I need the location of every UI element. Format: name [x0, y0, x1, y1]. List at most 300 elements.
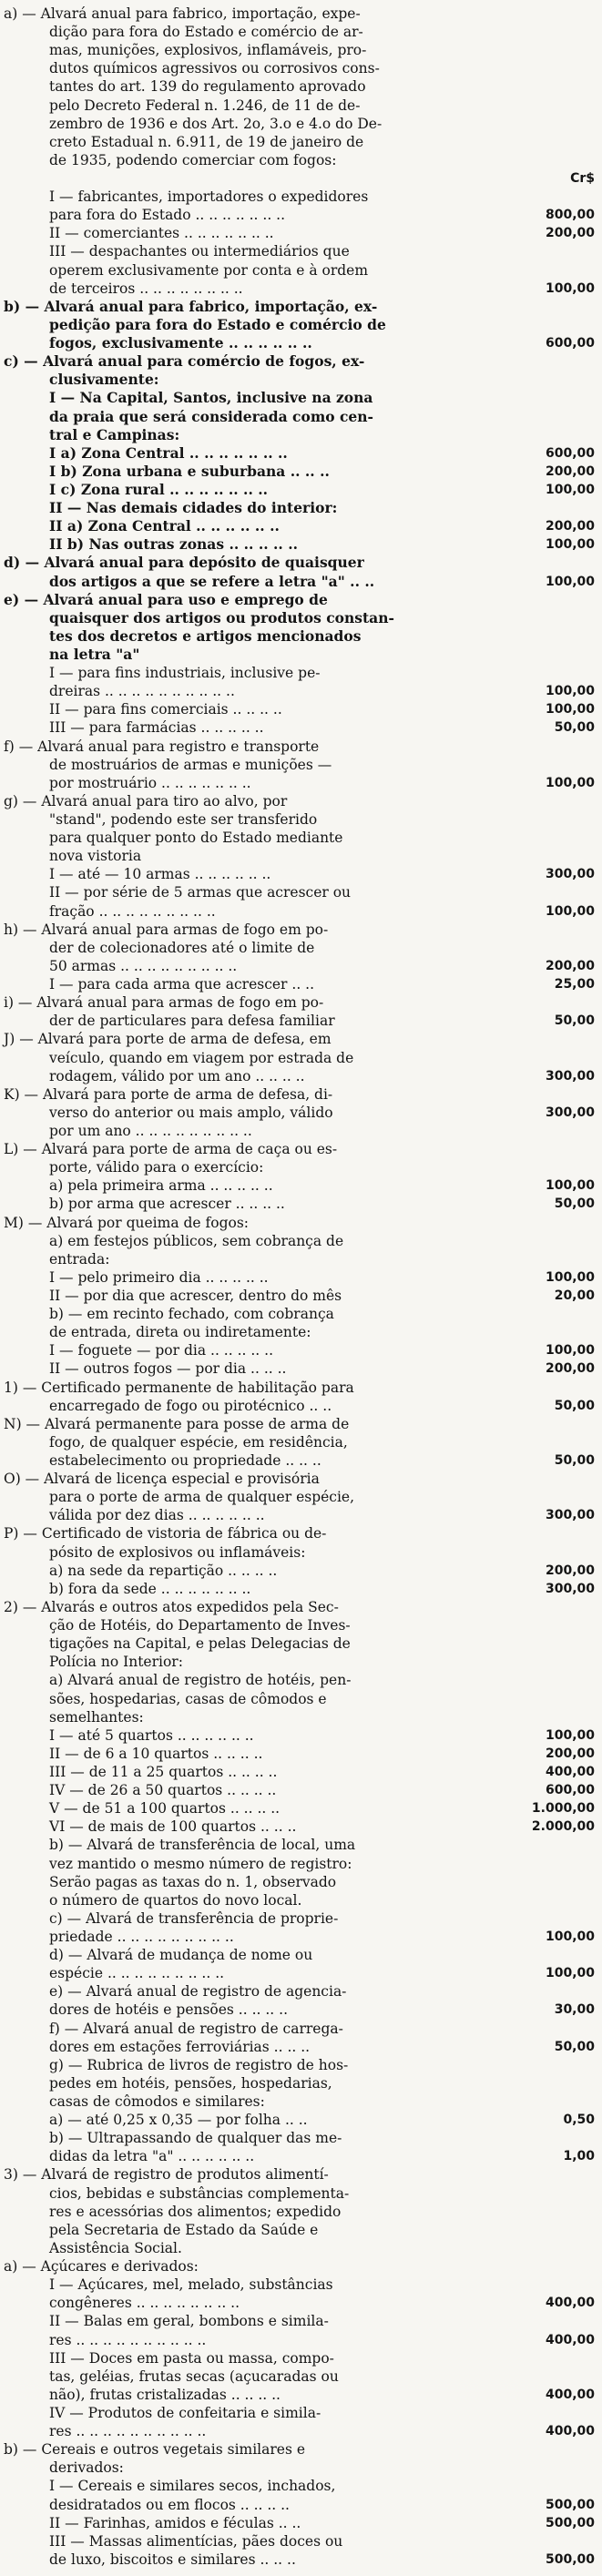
text-line [0, 775, 602, 791]
text-line [0, 2057, 602, 2073]
line-text: III — despachantes ou intermediários que [49, 243, 350, 260]
text-line [0, 335, 602, 351]
text-line [0, 1031, 602, 1047]
text-line [0, 1013, 602, 1029]
text-line [0, 317, 602, 333]
line-text: res e acessórias dos alimentos; expedido [49, 2203, 342, 2220]
line-text: I — Cereais e similares secos, inchados, [49, 2478, 336, 2495]
line-text: estabelecimento ou propriedade .. .. .. [49, 1452, 321, 1470]
text-line [0, 1599, 602, 1615]
line-text: dos artigos a que se refere a letra "a" .. .. [49, 572, 375, 590]
text-line [0, 2515, 602, 2531]
line-text: quaisquer dos artigos ou produtos constan- [49, 608, 394, 626]
line-text: sões, hospedarias, casas de cômodos e [49, 1690, 327, 1707]
text-line [0, 482, 602, 498]
line-text: derivados: [49, 2459, 124, 2477]
line-text: de luxo, biscoitos e similares .. .. .. [49, 2551, 296, 2568]
text-line [0, 1800, 602, 1817]
line-text: na letra "a" [49, 646, 140, 663]
text-line [0, 994, 602, 1011]
line-text: III — de 11 a 25 quartos .. .. .. .. [49, 1763, 278, 1780]
text-line [0, 2093, 602, 2110]
line-text: N) — Alvará permanente para posse de arma de [4, 1415, 350, 1432]
line-text: II — outros fogos — por dia .. .. .. [49, 1360, 287, 1378]
line-text: de 1935, podendo comerciar com fogos: [49, 151, 337, 168]
text-line [0, 1874, 602, 1890]
amount-value: 50,00 [554, 1453, 595, 1469]
line-text: g) — Alvará anual para tiro ao alvo, por [4, 792, 288, 809]
line-text: para qualquer ponto do Estado mediante [49, 830, 343, 847]
text-line [0, 1727, 602, 1744]
amount-value: 100,00 [545, 684, 595, 699]
text-line [0, 1342, 602, 1359]
line-text: II — por série de 5 armas que acrescer ou [49, 884, 352, 901]
line-text: I — para fins industriais, inclusive pe- [49, 665, 321, 682]
text-line [0, 592, 602, 608]
text-line [0, 830, 602, 846]
amount-value: 100,00 [545, 574, 595, 589]
line-text: I a) Zona Central .. .. .. .. .. .. .. [49, 443, 288, 462]
line-text: da praia que será considerada como cen- [49, 407, 373, 425]
text-line [0, 2441, 602, 2458]
amount-value: 200,00 [545, 1361, 595, 1377]
text-line [0, 2478, 602, 2494]
amount-value: 50,00 [554, 1398, 595, 1413]
text-line [0, 2021, 602, 2037]
text-line [0, 884, 602, 901]
line-text: P) — Certificado de vistoria de fábrica ou de- [4, 1525, 327, 1543]
amount-value: 100,00 [545, 1178, 595, 1194]
line-text: d) — Alvará anual para depósito de quaisquer [4, 554, 364, 572]
amount-value: 50,00 [554, 2039, 595, 2054]
line-text: ção de Hotéis, do Departamento de Inves- [49, 1617, 351, 1634]
amount-value: 100,00 [545, 1929, 595, 1944]
text-line [0, 2204, 602, 2220]
line-text: pedição para fora do Estado e comércio de [49, 315, 386, 333]
text-line [0, 427, 602, 443]
amount-value: 100,00 [545, 1966, 595, 1981]
amount-value: 2.000,00 [531, 1819, 595, 1835]
text-line [0, 848, 602, 864]
text-line [0, 1709, 602, 1726]
line-text: cios, bebidas e substâncias complementa- [49, 2184, 350, 2202]
text-line [0, 2387, 602, 2403]
line-text: tantes do art. 139 do regulamento aprovado [49, 78, 366, 96]
text-line [0, 1892, 602, 1909]
text-line [0, 280, 602, 297]
line-text: fração .. .. .. .. .. .. .. .. .. [49, 902, 216, 920]
text-line [0, 536, 602, 553]
text-line [0, 665, 602, 681]
text-line [0, 2222, 602, 2238]
amount-value: 200,00 [545, 1746, 595, 1761]
text-line [0, 409, 602, 425]
amount-value: 25,00 [554, 977, 595, 993]
text-line [0, 500, 602, 516]
text-line [0, 445, 602, 462]
text-line [0, 2459, 602, 2476]
line-text: dutos químicos agressivos ou corrosivos cons- [49, 60, 380, 77]
text-line [0, 793, 602, 809]
line-text: porte, válido para o exercício: [49, 1159, 264, 1176]
text-line [0, 1672, 602, 1688]
text-line [0, 1764, 602, 1780]
amount-value: 500,00 [545, 2497, 595, 2512]
line-text: I b) Zona urbana e suburbana .. .. .. [49, 462, 330, 480]
line-text: nova vistoria [49, 848, 142, 865]
amount-value: 300,00 [545, 1105, 595, 1120]
text-line [0, 1635, 602, 1652]
line-text: dores de hotéis e pensões .. .. .. .. [49, 2001, 289, 2019]
line-text: I — fabricantes, importadores o expedidores [49, 188, 369, 206]
line-text: h) — Alvará anual para armas de fogo em po- [4, 921, 329, 938]
text-line [0, 1837, 602, 1853]
line-text: tas, geléias, frutas secas (açucaradas ou [49, 2367, 339, 2385]
amount-value: 300,00 [545, 867, 595, 882]
line-text: I — Na Capital, Santos, inclusive na zona [49, 389, 373, 407]
line-text: III — Massas alimentícias, pães doces ou [49, 2532, 343, 2550]
text-line [0, 1782, 602, 1798]
text-line [0, 2075, 602, 2092]
text-line [0, 701, 602, 718]
line-text: Polícia no Interior: [49, 1654, 183, 1671]
line-text: der de particulares para defesa familiar [49, 1013, 335, 1030]
text-line [0, 2166, 602, 2183]
line-text: II — comerciantes .. .. .. .. .. .. .. [49, 225, 274, 242]
text-line [0, 2313, 602, 2329]
line-text: semelhantes: [49, 1708, 144, 1726]
line-text: I — para cada arma que acrescer .. .. [49, 976, 315, 993]
line-text: tigações na Capital, e pelas Delegacias de [49, 1635, 351, 1653]
line-text: e) — Alvará anual para uso e emprego de [4, 590, 328, 608]
text-line [0, 2001, 602, 2018]
text-line [0, 463, 602, 480]
text-line [0, 243, 602, 260]
text-line [0, 683, 602, 699]
text-line [0, 299, 602, 315]
line-text: b) por arma que acrescer .. .. .. .. [49, 1196, 285, 1213]
line-text: dição para fora do Estado e comércio de ar- [49, 24, 363, 41]
line-text: III — para farmácias .. .. .. .. .. [49, 719, 264, 737]
line-text: I c) Zona rural .. .. .. .. .. .. .. [49, 480, 269, 498]
text-line [0, 757, 602, 773]
line-text: creto Estadual n. 6.911, de 19 de janeiro de [49, 133, 364, 150]
amount-value: 100,00 [545, 1269, 595, 1285]
text-line [0, 1398, 602, 1414]
line-text: VI — de mais de 100 quartos .. .. .. [49, 1818, 297, 1836]
text-line [0, 1929, 602, 1945]
amount-value: 100,00 [545, 702, 595, 718]
line-text: rodagem, válido por um ano .. .. .. .. [49, 1067, 305, 1084]
amount-value: 800,00 [545, 208, 595, 223]
amount-value: 50,00 [554, 1196, 595, 1212]
text-line [0, 940, 602, 956]
amount-value: 500,00 [545, 2551, 595, 2567]
text-line [0, 719, 602, 736]
line-text: b) fora da sede .. .. .. .. .. .. .. [49, 1580, 251, 1597]
amount-value: 300,00 [545, 1581, 595, 1596]
text-line [0, 372, 602, 388]
text-line [0, 1471, 602, 1487]
amount-value: 1,00 [563, 2149, 595, 2164]
text-line [0, 1489, 602, 1505]
text-line [0, 2185, 602, 2202]
amount-value: 200,00 [545, 226, 595, 241]
line-text: I — até — 10 armas .. .. .. .. .. .. [49, 866, 271, 883]
line-text: espécie .. .. .. .. .. .. .. .. .. [49, 1965, 225, 1982]
line-text: der de colecionadores até o limite de [49, 939, 315, 956]
amount-value: 20,00 [554, 1288, 595, 1303]
line-text: encarregado de fogo ou pirotécnico .. .. [49, 1397, 332, 1414]
text-line [0, 1050, 602, 1066]
line-text: a) — Alvará anual para fabrico, importação, expe- [4, 5, 361, 22]
text-line [0, 610, 602, 626]
line-text: I — foguete — por dia .. .. .. .. .. [49, 1342, 273, 1359]
amount-value: 30,00 [554, 2002, 595, 2018]
text-line [0, 1617, 602, 1634]
line-text: a) — Açúcares e derivados: [4, 2258, 199, 2276]
line-text: res .. .. .. .. .. .. .. .. .. .. [49, 2331, 207, 2348]
amount-value: 600,00 [545, 1783, 595, 1798]
amount-value: 600,00 [545, 336, 595, 351]
text-line [0, 976, 602, 993]
line-text: de mostruários de armas e munições — [49, 756, 332, 773]
text-line [0, 1818, 602, 1835]
text-line [0, 2423, 602, 2439]
line-text: operem exclusivamente por conta e à ordem [49, 261, 369, 279]
line-text: II — de 6 a 10 quartos .. .. .. .. [49, 1745, 263, 1762]
amount-value: 400,00 [545, 1764, 595, 1779]
amount-value: Cr$ [570, 171, 595, 187]
line-text: clusivamente: [49, 371, 159, 389]
line-text: Serão pagas as taxas do n. 1, observado [49, 1873, 337, 1890]
text-line [0, 1380, 602, 1396]
line-text: L) — Alvará para porte de arma de caça ou es- [4, 1141, 338, 1158]
amount-value: 200,00 [545, 519, 595, 535]
text-line [0, 1068, 602, 1084]
line-text: II — para fins comerciais .. .. .. .. [49, 701, 282, 718]
amount-value: 0,50 [563, 2113, 595, 2128]
text-line [0, 2240, 602, 2256]
line-text: V — de 51 a 100 quartos .. .. .. .. [49, 1800, 281, 1817]
text-line [0, 116, 602, 132]
line-text: 2) — Alvarás e outros atos expedidos pela Sec- [4, 1598, 339, 1615]
amount-value: 600,00 [545, 445, 595, 461]
line-text: f) — Alvará anual de registro de carrega- [49, 2020, 343, 2037]
text-line [0, 2295, 602, 2311]
text-line [0, 134, 602, 150]
amount-value: 1.000,00 [531, 1801, 595, 1817]
line-text: M) — Alvará por queima de fogos: [4, 1214, 250, 1231]
text-line [0, 647, 602, 663]
line-text: vez mantido o mesmo número de registro: [49, 1855, 352, 1872]
amount-value: 100,00 [545, 280, 595, 296]
text-line [0, 152, 602, 168]
text-line [0, 866, 602, 882]
line-text: pelo Decreto Federal n. 1.246, de 11 de de- [49, 97, 361, 114]
text-line [0, 1233, 602, 1249]
line-text: IV — de 26 a 50 quartos .. .. .. .. [49, 1782, 277, 1799]
text-line [0, 2350, 602, 2367]
text-line [0, 97, 602, 114]
line-text: mas, munições, explosivos, inflamáveis, pro- [49, 42, 367, 59]
line-text: III — Doces em pasta ou massa, compo- [49, 2349, 334, 2367]
text-line [0, 207, 602, 223]
amount-value: 100,00 [545, 903, 595, 919]
line-text: entrada: [49, 1250, 110, 1268]
line-text: desidratados ou em flocos .. .. .. .. [49, 2496, 290, 2513]
text-line [0, 518, 602, 535]
line-text: priedade .. .. .. .. .. .. .. .. .. [49, 1929, 234, 1945]
line-text: c) — Alvará anual para comércio de fogos, ex- [4, 352, 365, 371]
amount-value: 200,00 [545, 1563, 595, 1578]
line-text: g) — Rubrica de livros de registro de hos- [49, 2056, 349, 2073]
text-line [0, 1965, 602, 1981]
line-text: casas de cômodos e similares: [49, 2093, 265, 2111]
line-text: dreiras .. .. .. .. .. .. .. .. .. .. [49, 683, 235, 700]
line-text: b) — Alvará anual para fabrico, importação, ex- [4, 297, 378, 315]
text-line [0, 1141, 602, 1157]
text-line [0, 1269, 602, 1286]
line-text: I — pelo primeiro dia .. .. .. .. .. [49, 1268, 269, 1286]
line-text: I — Açúcares, mel, melado, substâncias [49, 2276, 333, 2294]
line-text: o número de quartos do novo local. [49, 1891, 302, 1909]
line-text: pela Secretaria de Estado da Saúde e [49, 2221, 319, 2238]
text-line [0, 2497, 602, 2513]
line-text: b) — Ultrapassando de qualquer das me- [49, 2130, 342, 2147]
line-text: "stand", podendo este ser transferido [49, 811, 318, 829]
amount-value: 200,00 [545, 463, 595, 479]
text-line [0, 1215, 602, 1231]
amount-value: 50,00 [554, 1013, 595, 1029]
text-line [0, 1196, 602, 1212]
text-line [0, 1856, 602, 1872]
line-text: fogo, de qualquer espécie, em residência, [49, 1433, 348, 1451]
text-line [0, 811, 602, 828]
text-line [0, 24, 602, 40]
text-line [0, 1360, 602, 1377]
line-text: II — por dia que acrescer, dentro do mês [49, 1288, 342, 1304]
line-text: 1) — Certificado permanente de habilitação para [4, 1379, 354, 1396]
text-line [0, 1983, 602, 2000]
line-text: didas da letra "a" .. .. .. .. .. .. [49, 2148, 255, 2165]
line-text: 3) — Alvará de registro de produtos alimentí- [4, 2166, 329, 2184]
line-text: para o porte de arma de qualquer espécie, [49, 1489, 355, 1506]
text-line [0, 2368, 602, 2385]
line-text: verso do anterior ou mais amplo, válido [49, 1104, 333, 1121]
text-line [0, 738, 602, 755]
amount-value: 300,00 [545, 1068, 595, 1084]
text-line [0, 1654, 602, 1670]
text-line [0, 1288, 602, 1304]
text-line [0, 1251, 602, 1268]
text-line [0, 42, 602, 58]
text-line [0, 1691, 602, 1707]
text-line [0, 1177, 602, 1194]
line-text: a) Alvará anual de registro de hotéis, pen- [49, 1672, 352, 1689]
text-line [0, 390, 602, 406]
line-text: tes dos decretos e artigos mencionados [49, 626, 362, 645]
line-text: a) em festejos públicos, sem cobrança de [49, 1232, 344, 1249]
line-text: II — Nas demais cidades do interior: [49, 499, 338, 517]
text-line [0, 2130, 602, 2146]
line-text: res .. .. .. .. .. .. .. .. .. .. [49, 2423, 207, 2440]
text-line [0, 2112, 602, 2128]
text-line [0, 188, 602, 205]
line-text: congêneres .. .. .. .. .. .. .. .. [49, 2295, 240, 2312]
text-line [0, 1452, 602, 1469]
text-line [0, 1306, 602, 1322]
text-line [0, 1525, 602, 1542]
line-text: tral e Campinas: [49, 425, 180, 443]
text-line [0, 2533, 602, 2550]
text-line [0, 1947, 602, 1963]
line-text: d) — Alvará de mudança de nome ou [49, 1947, 313, 1964]
amount-value: 400,00 [545, 2387, 595, 2402]
text-line [0, 1746, 602, 1762]
line-text: II — Farinhas, amidos e féculas .. .. [49, 2514, 301, 2531]
text-line [0, 1544, 602, 1561]
line-text: de entrada, direta ou indiretamente: [49, 1324, 311, 1341]
line-text: não), frutas cristalizadas .. .. .. .. [49, 2386, 281, 2403]
text-line [0, 1123, 602, 1139]
text-line [0, 903, 602, 920]
text-line [0, 1416, 602, 1432]
line-text: veículo, quando em viagem por estrada de [49, 1049, 354, 1066]
text-line [0, 225, 602, 241]
line-text: a) — até 0,25 x 0,35 — por folha .. .. [49, 2112, 308, 2129]
text-line [0, 1105, 602, 1121]
text-line [0, 1581, 602, 1597]
line-text: Assistência Social. [49, 2239, 182, 2256]
line-text: dores em estações ferroviárias .. .. .. [49, 2038, 311, 2055]
amount-value: 400,00 [545, 2424, 595, 2439]
amount-value: 200,00 [545, 958, 595, 973]
text-line [0, 1507, 602, 1523]
line-text: zembro de 1936 e dos Art. 2o, 3.o e 4.o do De- [49, 115, 383, 132]
line-text: II — Balas em geral, bombons e simila- [49, 2313, 329, 2330]
amount-value: 100,00 [545, 537, 595, 553]
text-line [0, 2276, 602, 2293]
text-line [0, 1563, 602, 1579]
line-text: fogos, exclusivamente .. .. .. .. .. .. [49, 334, 312, 352]
text-line [0, 60, 602, 76]
text-line [0, 1434, 602, 1451]
text-line [0, 1324, 602, 1340]
amount-value: 50,00 [554, 720, 595, 736]
line-text: para fora do Estado .. .. .. .. .. .. .. [49, 207, 286, 224]
line-text: 50 armas .. .. .. .. .. .. .. .. .. [49, 957, 238, 974]
line-text: e) — Alvará anual de registro de agencia- [49, 1983, 347, 2001]
line-text: f) — Alvará anual para registro e transporte [4, 738, 320, 755]
text-line [0, 2039, 602, 2055]
text-line [0, 1086, 602, 1103]
line-text: por um ano .. .. .. .. .. .. .. .. .. [49, 1122, 252, 1139]
amount-value: 100,00 [545, 1343, 595, 1359]
line-text: b) — Cereais e outros vegetais similares e [4, 2441, 306, 2459]
text-line [0, 555, 602, 571]
line-text: J) — Alvará para porte de arma de defesa, em [4, 1031, 332, 1048]
text-line [0, 1910, 602, 1927]
line-text: b) — Alvará de transferência de local, uma [49, 1837, 356, 1854]
line-text: II a) Zona Central .. .. .. .. .. .. [49, 517, 280, 535]
amount-value: 400,00 [545, 2332, 595, 2347]
line-text: c) — Alvará de transferência de proprie- [49, 1909, 339, 1927]
text-line [0, 353, 602, 370]
line-text: por mostruário .. .. .. .. .. .. .. [49, 774, 251, 791]
text-line [0, 5, 602, 22]
line-text: b) — em recinto fechado, com cobrança [49, 1306, 334, 1323]
